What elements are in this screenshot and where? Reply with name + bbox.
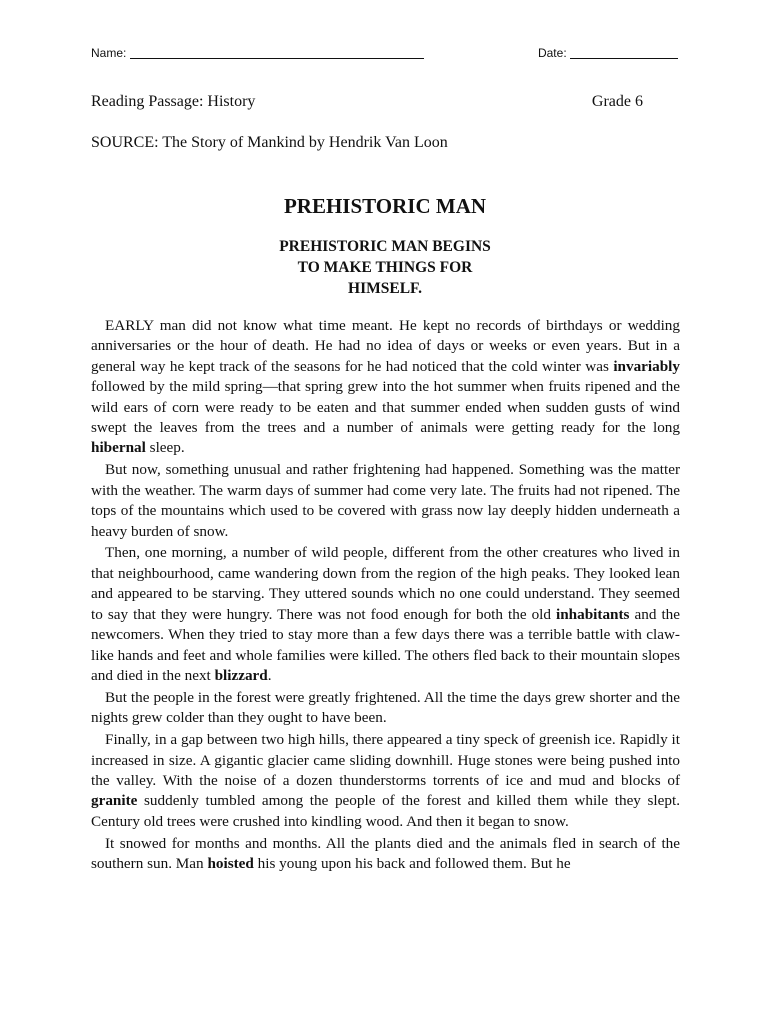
paragraph-text: and the newcomers. When they tried to stay more than a few days there was a terrible battle with claw-like hands and feet and whole families were killed. The others fled back to their mountain slopes and died in the next [91, 605, 680, 684]
vocab-word: blizzard [214, 666, 268, 684]
passage-info-row [91, 93, 643, 111]
source-line: SOURCE: The Story of Mankind by Hendrik Van Loon [91, 134, 448, 151]
name-field[interactable] [91, 46, 424, 60]
student-header [91, 46, 678, 60]
vocab-word: hoisted [207, 855, 254, 873]
paragraph-text: Finally, in a gap between two high hills, there appeared a tiny speck of greenish ice. Rapidly it increased in size. A gigantic glacier came sliding downhill. Huge stones were being pushed into the valley. With the noise of a dozen thunderstorms torrents of ice and mud and blocks of [91, 731, 680, 789]
paragraph-text: his young upon his back and followed them. But he [253, 855, 571, 873]
paragraph-text: suddenly tumbled among the people of the forest and killed them while they slept. Century old trees were crushed into kindling wood. And then it began to snow. [91, 792, 680, 830]
page-title: PREHISTORIC MAN [283, 194, 487, 218]
paragraph [91, 730, 680, 832]
name-label: Name: [91, 46, 127, 60]
paragraph: But now, something unusual and rather frightening had happened. Something was the matter with the weather. The warm days of summer had come very late. The fruits had not ripened. The tops of the mountains which used to be covered with grass now lay deeply hidden underneath a heavy burden of snow. [91, 461, 680, 540]
paragraph [91, 834, 680, 875]
paragraph-text: Then, one morning, a number of wild people, different from the other creatures who lived in that neighbourhood, came wandering down from the region of the high peaks. They looked lean and appeared to be starving. They uttered sounds which no one could understand. They seemed to say that they were hungry. There was not food enough for both the old [91, 544, 680, 623]
date-label: Date: [537, 46, 567, 60]
paragraph-text: followed by the mild spring—that spring grew into the hot summer when fruits ripened and the wild ears of corn were ready to be eaten and that summer ended when sudden gusts of wind swept the leaves from the trees and a number of animals were getting ready for the long [91, 378, 680, 437]
passage-body [91, 316, 680, 876]
vocab-word: granite [91, 792, 138, 810]
date-field[interactable] [538, 46, 678, 60]
grade-label: Grade 6 [591, 93, 643, 110]
paragraph [91, 316, 680, 459]
vocab-word: inhabitants [556, 605, 630, 623]
name-line [130, 58, 424, 59]
subtitle-line: PREHISTORIC MAN BEGINS [279, 238, 491, 255]
paragraph-text: . [267, 666, 272, 684]
date-line [570, 58, 678, 59]
paragraph-text: EARLY man did not know what time meant. He kept no records of birthdays or wedding anniversaries or the hour of death. He had no idea of days or weeks or even years. But in a general way he kept track of the seasons for he had noticed that the cold winter was [91, 317, 680, 375]
paragraph-text: It snowed for months and months. All the plants died and the animals fled in search of the southern sun. Man [91, 834, 680, 873]
vocab-word: hibernal [91, 439, 146, 457]
subtitle-line: HIMSELF. [348, 280, 422, 297]
paragraph-text: sleep. [145, 439, 185, 457]
paragraph [91, 543, 680, 686]
subtitle [0, 236, 770, 299]
paragraph: But the people in the forest were greatly frightened. All the time the days grew shorter and the nights grew colder than they ought to have been. [91, 688, 680, 727]
passage-label: Reading Passage: History [91, 93, 256, 110]
vocab-word: invariably [613, 357, 680, 375]
subtitle-line: TO MAKE THINGS FOR [297, 259, 473, 276]
